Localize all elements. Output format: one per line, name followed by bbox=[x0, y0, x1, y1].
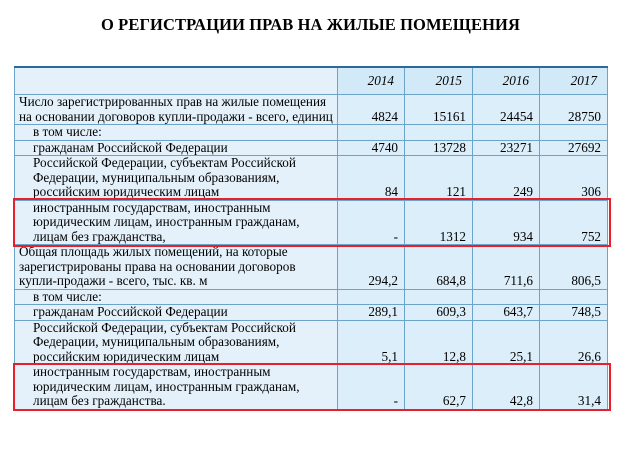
table-row bbox=[15, 245, 608, 290]
cell-2015: 13728 bbox=[405, 140, 473, 156]
cell-2016: 24454 bbox=[473, 95, 540, 125]
cell-2014 bbox=[338, 289, 405, 305]
table-row bbox=[15, 320, 608, 365]
cell-2015: 62,7 bbox=[405, 365, 473, 410]
cell-2016 bbox=[473, 289, 540, 305]
cell-2017 bbox=[540, 289, 608, 305]
page-title: О РЕГИСТРАЦИИ ПРАВ НА ЖИЛЫЕ ПОМЕЩЕНИЯ bbox=[101, 15, 520, 34]
cell-2015: 684,8 bbox=[405, 245, 473, 290]
cell-2017: 752 bbox=[540, 200, 608, 245]
cell-2017: 306 bbox=[540, 156, 608, 201]
cell-2015 bbox=[405, 125, 473, 141]
row-label: иностранным государствам, иностранным юридическим лицам, иностранным гражданам, лицам без гражданства, bbox=[15, 200, 338, 245]
cell-2016: 42,8 bbox=[473, 365, 540, 410]
header-row bbox=[15, 67, 608, 95]
cell-2015: 121 bbox=[405, 156, 473, 201]
cell-2017: 748,5 bbox=[540, 305, 608, 321]
row-label: в том числе: bbox=[15, 125, 338, 141]
row-label: в том числе: bbox=[15, 289, 338, 305]
row-label: Общая площадь жилых помещений, на которые зарегистрированы права на основании договоров купли-продажи - всего, тыс. кв. м bbox=[15, 245, 338, 290]
cell-2017: 28750 bbox=[540, 95, 608, 125]
cell-2016: 643,7 bbox=[473, 305, 540, 321]
cell-2015: 12,8 bbox=[405, 320, 473, 365]
table-row bbox=[15, 305, 608, 321]
cell-2014: 4740 bbox=[338, 140, 405, 156]
cell-2014: 84 bbox=[338, 156, 405, 201]
row-label: иностранным государствам, иностранным юридическим лицам, иностранным гражданам, лицам без гражданства. bbox=[15, 365, 338, 410]
cell-2014: 5,1 bbox=[338, 320, 405, 365]
cell-2014: 4824 bbox=[338, 95, 405, 125]
cell-2017 bbox=[540, 125, 608, 141]
year-header-2015: 2015 bbox=[405, 67, 473, 95]
row-label: гражданам Российской Федерации bbox=[15, 305, 338, 321]
row-label: Число зарегистрированных прав на жилые помещения на основании договоров купли-продажи - всего, единиц bbox=[15, 95, 338, 125]
cell-2015 bbox=[405, 289, 473, 305]
table-row bbox=[15, 289, 608, 305]
table-row bbox=[15, 365, 608, 410]
statistics-table bbox=[14, 66, 608, 410]
cell-2017: 806,5 bbox=[540, 245, 608, 290]
cell-2015: 1312 bbox=[405, 200, 473, 245]
table-row bbox=[15, 200, 608, 245]
cell-2016: 249 bbox=[473, 156, 540, 201]
cell-2017: 27692 bbox=[540, 140, 608, 156]
year-header-2014: 2014 bbox=[338, 67, 405, 95]
cell-2014 bbox=[338, 125, 405, 141]
year-header-2016: 2016 bbox=[473, 67, 540, 95]
cell-2015: 609,3 bbox=[405, 305, 473, 321]
cell-2017: 31,4 bbox=[540, 365, 608, 410]
cell-2016: 711,6 bbox=[473, 245, 540, 290]
header-blank-cell bbox=[15, 67, 338, 95]
table-row bbox=[15, 140, 608, 156]
cell-2014: - bbox=[338, 365, 405, 410]
cell-2016: 23271 bbox=[473, 140, 540, 156]
table-row bbox=[15, 125, 608, 141]
cell-2016 bbox=[473, 125, 540, 141]
table-row bbox=[15, 95, 608, 125]
cell-2014: - bbox=[338, 200, 405, 245]
cell-2014: 294,2 bbox=[338, 245, 405, 290]
table-row bbox=[15, 156, 608, 201]
row-label: Российской Федерации, субъектам Российской Федерации, муниципальным образованиям, российским юридическим лицам bbox=[15, 156, 338, 201]
cell-2014: 289,1 bbox=[338, 305, 405, 321]
cell-2016: 934 bbox=[473, 200, 540, 245]
cell-2016: 25,1 bbox=[473, 320, 540, 365]
row-label: гражданам Российской Федерации bbox=[15, 140, 338, 156]
year-header-2017: 2017 bbox=[540, 67, 608, 95]
cell-2015: 15161 bbox=[405, 95, 473, 125]
cell-2017: 26,6 bbox=[540, 320, 608, 365]
row-label: Российской Федерации, субъектам Российской Федерации, муниципальным образованиям, российским юридическим лицам bbox=[15, 320, 338, 365]
